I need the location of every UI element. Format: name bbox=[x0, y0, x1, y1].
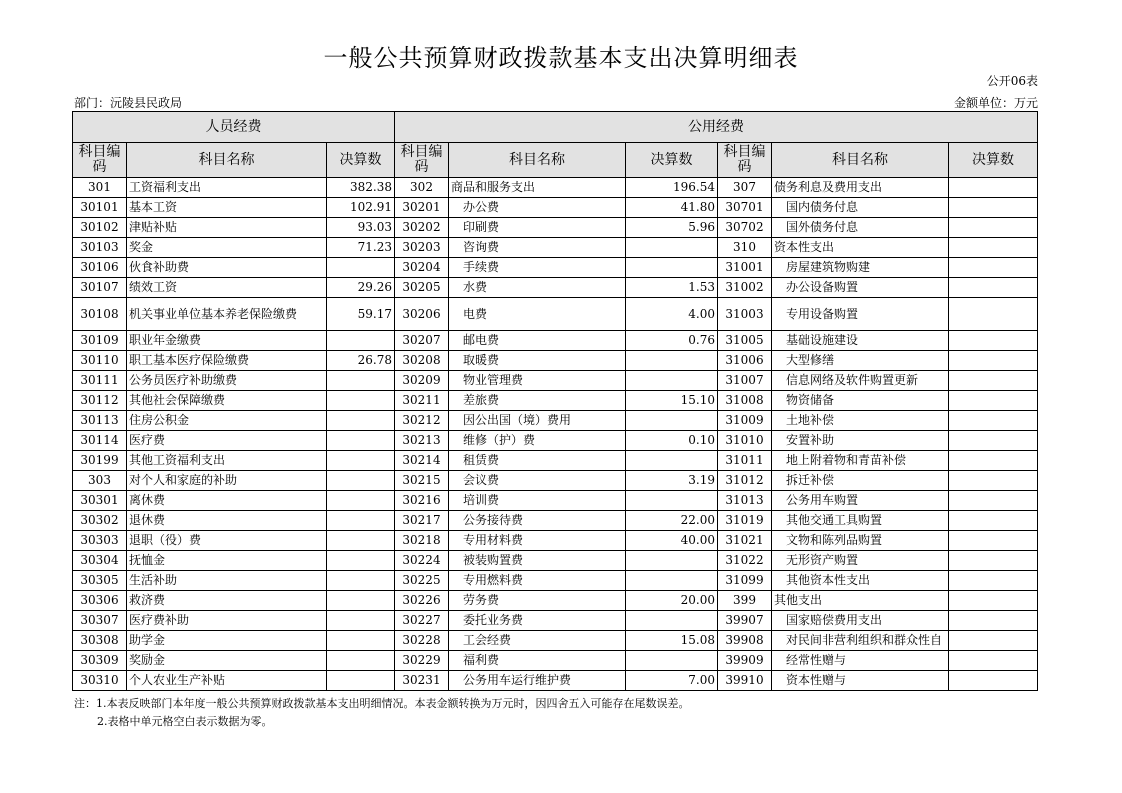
group-header-public: 公用经费 bbox=[395, 112, 1038, 143]
row-amount bbox=[626, 238, 718, 258]
row-code: 30204 bbox=[395, 258, 449, 278]
row-code: 30701 bbox=[718, 198, 772, 218]
row-code: 30102 bbox=[73, 218, 127, 238]
row-amount bbox=[327, 631, 395, 651]
row-amount bbox=[626, 451, 718, 471]
row-code: 30106 bbox=[73, 258, 127, 278]
row-name: 专用燃料费 bbox=[449, 571, 626, 591]
row-code: 30108 bbox=[73, 298, 127, 331]
row-code: 30302 bbox=[73, 511, 127, 531]
row-code: 31001 bbox=[718, 258, 772, 278]
row-name: 无形资产购置 bbox=[772, 551, 949, 571]
row-name: 公务用车购置 bbox=[772, 491, 949, 511]
row-name: 拆迁补偿 bbox=[772, 471, 949, 491]
table-row bbox=[73, 391, 1038, 411]
department-label: 部门：沅陵县民政局 bbox=[74, 96, 183, 110]
table-row bbox=[73, 471, 1038, 491]
row-amount: 3.19 bbox=[626, 471, 718, 491]
row-code: 30305 bbox=[73, 571, 127, 591]
row-name: 公务接待费 bbox=[449, 511, 626, 531]
row-amount: 0.76 bbox=[626, 331, 718, 351]
row-name: 国内债务付息 bbox=[772, 198, 949, 218]
row-code: 310 bbox=[718, 238, 772, 258]
col-header-amount: 决算数 bbox=[327, 143, 395, 178]
row-amount bbox=[327, 471, 395, 491]
row-name: 资本性赠与 bbox=[772, 671, 949, 691]
row-amount bbox=[949, 351, 1038, 371]
col-header-code: 科目编码 bbox=[73, 143, 127, 178]
row-name: 信息网络及软件购置更新 bbox=[772, 371, 949, 391]
note-2: 2.表格中单元格空白表示数据为零。 bbox=[97, 715, 273, 728]
row-amount bbox=[327, 431, 395, 451]
row-name: 救济费 bbox=[127, 591, 327, 611]
row-name: 津贴补贴 bbox=[127, 218, 327, 238]
table-row bbox=[73, 298, 1038, 331]
row-name: 取暖费 bbox=[449, 351, 626, 371]
row-name: 公务用车运行维护费 bbox=[449, 671, 626, 691]
row-name: 文物和陈列品购置 bbox=[772, 531, 949, 551]
group-header-personnel: 人员经费 bbox=[73, 112, 395, 143]
row-name: 基本工资 bbox=[127, 198, 327, 218]
row-amount bbox=[949, 258, 1038, 278]
expenditure-table bbox=[72, 111, 1038, 691]
row-amount bbox=[626, 551, 718, 571]
row-code: 30114 bbox=[73, 431, 127, 451]
row-name: 福利费 bbox=[449, 651, 626, 671]
table-row bbox=[73, 591, 1038, 611]
row-amount: 93.03 bbox=[327, 218, 395, 238]
row-code: 30310 bbox=[73, 671, 127, 691]
notes bbox=[74, 695, 690, 731]
row-amount bbox=[327, 611, 395, 631]
row-name: 住房公积金 bbox=[127, 411, 327, 431]
row-code: 31010 bbox=[718, 431, 772, 451]
row-code: 30110 bbox=[73, 351, 127, 371]
table-row bbox=[73, 351, 1038, 371]
row-name: 助学金 bbox=[127, 631, 327, 651]
table-row bbox=[73, 331, 1038, 351]
row-name: 培训费 bbox=[449, 491, 626, 511]
row-amount bbox=[327, 671, 395, 691]
table-code: 公开06表 bbox=[986, 74, 1038, 88]
table-row bbox=[73, 431, 1038, 451]
row-amount bbox=[626, 491, 718, 511]
row-name: 因公出国（境）费用 bbox=[449, 411, 626, 431]
row-code: 30218 bbox=[395, 531, 449, 551]
row-amount bbox=[626, 258, 718, 278]
row-name: 地上附着物和青苗补偿 bbox=[772, 451, 949, 471]
row-amount bbox=[949, 371, 1038, 391]
row-name: 手续费 bbox=[449, 258, 626, 278]
table-row bbox=[73, 611, 1038, 631]
row-code: 301 bbox=[73, 178, 127, 198]
unit-label: 金额单位：万元 bbox=[953, 96, 1038, 110]
col-header-amount: 决算数 bbox=[949, 143, 1038, 178]
row-name: 委托业务费 bbox=[449, 611, 626, 631]
row-name: 物业管理费 bbox=[449, 371, 626, 391]
row-code: 30202 bbox=[395, 218, 449, 238]
row-code: 31002 bbox=[718, 278, 772, 298]
row-amount bbox=[327, 651, 395, 671]
row-amount bbox=[327, 551, 395, 571]
row-name: 印刷费 bbox=[449, 218, 626, 238]
row-code: 30301 bbox=[73, 491, 127, 511]
row-amount bbox=[949, 551, 1038, 571]
table-row bbox=[73, 258, 1038, 278]
row-amount: 15.08 bbox=[626, 631, 718, 651]
row-code: 30203 bbox=[395, 238, 449, 258]
row-amount bbox=[949, 431, 1038, 451]
row-code: 30224 bbox=[395, 551, 449, 571]
table-row bbox=[73, 198, 1038, 218]
row-amount: 1.53 bbox=[626, 278, 718, 298]
row-amount bbox=[626, 651, 718, 671]
row-amount: 40.00 bbox=[626, 531, 718, 551]
row-name: 生活补助 bbox=[127, 571, 327, 591]
row-name: 水费 bbox=[449, 278, 626, 298]
row-amount bbox=[949, 178, 1038, 198]
row-code: 30228 bbox=[395, 631, 449, 651]
row-name: 差旅费 bbox=[449, 391, 626, 411]
row-code: 30214 bbox=[395, 451, 449, 471]
row-name: 工会经费 bbox=[449, 631, 626, 651]
row-name: 其他工资福利支出 bbox=[127, 451, 327, 471]
row-amount bbox=[327, 451, 395, 471]
table-row bbox=[73, 411, 1038, 431]
row-amount bbox=[626, 411, 718, 431]
row-code: 31011 bbox=[718, 451, 772, 471]
row-amount bbox=[626, 371, 718, 391]
table-row bbox=[73, 571, 1038, 591]
row-amount: 0.10 bbox=[626, 431, 718, 451]
row-amount bbox=[949, 651, 1038, 671]
row-code: 31006 bbox=[718, 351, 772, 371]
row-amount: 71.23 bbox=[327, 238, 395, 258]
row-amount bbox=[949, 298, 1038, 331]
row-code: 30303 bbox=[73, 531, 127, 551]
row-code: 30229 bbox=[395, 651, 449, 671]
row-name: 奖励金 bbox=[127, 651, 327, 671]
row-amount bbox=[327, 391, 395, 411]
row-code: 30231 bbox=[395, 671, 449, 691]
row-amount: 5.96 bbox=[626, 218, 718, 238]
row-code: 30211 bbox=[395, 391, 449, 411]
note-1: 注：1.本表反映部门本年度一般公共预算财政拨款基本支出明细情况。本表金额转换为万元时，因四舍五入可能存在尾数误差。 bbox=[74, 697, 690, 710]
row-name: 经常性赠与 bbox=[772, 651, 949, 671]
row-amount bbox=[949, 238, 1038, 258]
row-name: 劳务费 bbox=[449, 591, 626, 611]
row-name: 其他社会保障缴费 bbox=[127, 391, 327, 411]
row-code: 30309 bbox=[73, 651, 127, 671]
row-name: 大型修缮 bbox=[772, 351, 949, 371]
row-amount bbox=[949, 671, 1038, 691]
row-amount bbox=[327, 531, 395, 551]
row-name: 办公设备购置 bbox=[772, 278, 949, 298]
row-amount: 20.00 bbox=[626, 591, 718, 611]
row-code: 31003 bbox=[718, 298, 772, 331]
row-amount bbox=[949, 631, 1038, 651]
row-name: 专用设备购置 bbox=[772, 298, 949, 331]
row-name: 会议费 bbox=[449, 471, 626, 491]
row-name: 职工基本医疗保险缴费 bbox=[127, 351, 327, 371]
table-row bbox=[73, 218, 1038, 238]
row-name: 租赁费 bbox=[449, 451, 626, 471]
row-name: 绩效工资 bbox=[127, 278, 327, 298]
row-amount: 4.00 bbox=[626, 298, 718, 331]
table-row bbox=[73, 631, 1038, 651]
row-amount bbox=[949, 218, 1038, 238]
row-amount bbox=[327, 258, 395, 278]
row-amount bbox=[327, 571, 395, 591]
row-name: 国外债务付息 bbox=[772, 218, 949, 238]
row-amount: 15.10 bbox=[626, 391, 718, 411]
row-code: 307 bbox=[718, 178, 772, 198]
row-name: 安置补助 bbox=[772, 431, 949, 451]
row-name: 医疗费 bbox=[127, 431, 327, 451]
row-amount bbox=[949, 531, 1038, 551]
row-name: 机关事业单位基本养老保险缴费 bbox=[127, 298, 327, 331]
row-name: 办公费 bbox=[449, 198, 626, 218]
row-amount bbox=[626, 611, 718, 631]
row-amount: 22.00 bbox=[626, 511, 718, 531]
row-code: 39909 bbox=[718, 651, 772, 671]
row-code: 30201 bbox=[395, 198, 449, 218]
row-amount: 196.54 bbox=[626, 178, 718, 198]
row-name: 基础设施建设 bbox=[772, 331, 949, 351]
table-row bbox=[73, 371, 1038, 391]
row-code: 31099 bbox=[718, 571, 772, 591]
row-code: 31008 bbox=[718, 391, 772, 411]
row-code: 31019 bbox=[718, 511, 772, 531]
row-amount bbox=[949, 611, 1038, 631]
row-code: 31022 bbox=[718, 551, 772, 571]
row-code: 30101 bbox=[73, 198, 127, 218]
row-amount bbox=[949, 491, 1038, 511]
col-header-name: 科目名称 bbox=[772, 143, 949, 178]
row-code: 31012 bbox=[718, 471, 772, 491]
row-code: 30216 bbox=[395, 491, 449, 511]
row-name: 个人农业生产补贴 bbox=[127, 671, 327, 691]
row-name: 退休费 bbox=[127, 511, 327, 531]
row-amount bbox=[327, 591, 395, 611]
row-amount bbox=[949, 391, 1038, 411]
row-name: 咨询费 bbox=[449, 238, 626, 258]
row-code: 30113 bbox=[73, 411, 127, 431]
table-row bbox=[73, 178, 1038, 198]
row-code: 30304 bbox=[73, 551, 127, 571]
table-row bbox=[73, 531, 1038, 551]
row-amount bbox=[949, 278, 1038, 298]
row-code: 30213 bbox=[395, 431, 449, 451]
row-code: 303 bbox=[73, 471, 127, 491]
row-code: 30209 bbox=[395, 371, 449, 391]
row-name: 抚恤金 bbox=[127, 551, 327, 571]
row-amount: 102.91 bbox=[327, 198, 395, 218]
row-amount bbox=[626, 351, 718, 371]
row-name: 土地补偿 bbox=[772, 411, 949, 431]
row-amount: 382.38 bbox=[327, 178, 395, 198]
row-amount bbox=[949, 471, 1038, 491]
table-row bbox=[73, 651, 1038, 671]
row-name: 专用材料费 bbox=[449, 531, 626, 551]
row-name: 其他交通工具购置 bbox=[772, 511, 949, 531]
col-header-amount: 决算数 bbox=[626, 143, 718, 178]
row-code: 39907 bbox=[718, 611, 772, 631]
row-name: 退职（役）费 bbox=[127, 531, 327, 551]
row-name: 其他支出 bbox=[772, 591, 949, 611]
row-name: 对民间非营利组织和群众性自 bbox=[772, 631, 949, 651]
row-amount bbox=[949, 198, 1038, 218]
row-code: 30103 bbox=[73, 238, 127, 258]
row-code: 30226 bbox=[395, 591, 449, 611]
page-title: 一般公共预算财政拨款基本支出决算明细表 bbox=[323, 44, 799, 72]
row-code: 30207 bbox=[395, 331, 449, 351]
col-header-code: 科目编码 bbox=[395, 143, 449, 178]
row-code: 31005 bbox=[718, 331, 772, 351]
table-row bbox=[73, 551, 1038, 571]
row-code: 30307 bbox=[73, 611, 127, 631]
row-name: 对个人和家庭的补助 bbox=[127, 471, 327, 491]
table-row bbox=[73, 238, 1038, 258]
row-amount bbox=[327, 411, 395, 431]
row-code: 30109 bbox=[73, 331, 127, 351]
row-amount bbox=[327, 331, 395, 351]
row-code: 302 bbox=[395, 178, 449, 198]
row-name: 工资福利支出 bbox=[127, 178, 327, 198]
row-amount: 59.17 bbox=[327, 298, 395, 331]
row-code: 30208 bbox=[395, 351, 449, 371]
row-name: 商品和服务支出 bbox=[449, 178, 626, 198]
row-amount bbox=[949, 411, 1038, 431]
row-code: 30227 bbox=[395, 611, 449, 631]
row-name: 离休费 bbox=[127, 491, 327, 511]
row-name: 房屋建筑物购建 bbox=[772, 258, 949, 278]
row-code: 30212 bbox=[395, 411, 449, 431]
row-amount bbox=[949, 591, 1038, 611]
row-code: 30308 bbox=[73, 631, 127, 651]
table-row bbox=[73, 491, 1038, 511]
row-code: 30702 bbox=[718, 218, 772, 238]
row-name: 维修（护）费 bbox=[449, 431, 626, 451]
table-row bbox=[73, 671, 1038, 691]
row-code: 31009 bbox=[718, 411, 772, 431]
col-header-code: 科目编码 bbox=[718, 143, 772, 178]
row-code: 39910 bbox=[718, 671, 772, 691]
row-amount bbox=[327, 371, 395, 391]
row-name: 债务利息及费用支出 bbox=[772, 178, 949, 198]
row-amount: 26.78 bbox=[327, 351, 395, 371]
row-code: 30225 bbox=[395, 571, 449, 591]
row-name: 资本性支出 bbox=[772, 238, 949, 258]
row-name: 被装购置费 bbox=[449, 551, 626, 571]
row-amount bbox=[626, 571, 718, 591]
row-code: 399 bbox=[718, 591, 772, 611]
row-code: 30112 bbox=[73, 391, 127, 411]
row-amount bbox=[949, 331, 1038, 351]
row-amount bbox=[949, 571, 1038, 591]
row-name: 职业年金缴费 bbox=[127, 331, 327, 351]
row-name: 其他资本性支出 bbox=[772, 571, 949, 591]
row-amount: 7.00 bbox=[626, 671, 718, 691]
row-amount: 29.26 bbox=[327, 278, 395, 298]
row-name: 医疗费补助 bbox=[127, 611, 327, 631]
row-code: 39908 bbox=[718, 631, 772, 651]
table-row bbox=[73, 451, 1038, 471]
row-code: 30217 bbox=[395, 511, 449, 531]
row-name: 物资储备 bbox=[772, 391, 949, 411]
row-name: 国家赔偿费用支出 bbox=[772, 611, 949, 631]
row-code: 30206 bbox=[395, 298, 449, 331]
row-amount bbox=[949, 511, 1038, 531]
row-code: 30199 bbox=[73, 451, 127, 471]
row-code: 30111 bbox=[73, 371, 127, 391]
row-code: 30107 bbox=[73, 278, 127, 298]
row-code: 31007 bbox=[718, 371, 772, 391]
table-row bbox=[73, 511, 1038, 531]
row-name: 奖金 bbox=[127, 238, 327, 258]
row-code: 31013 bbox=[718, 491, 772, 511]
row-amount bbox=[949, 451, 1038, 471]
table-row bbox=[73, 278, 1038, 298]
row-name: 伙食补助费 bbox=[127, 258, 327, 278]
row-code: 30205 bbox=[395, 278, 449, 298]
row-amount: 41.80 bbox=[626, 198, 718, 218]
col-header-name: 科目名称 bbox=[127, 143, 327, 178]
row-code: 30306 bbox=[73, 591, 127, 611]
row-name: 电费 bbox=[449, 298, 626, 331]
row-name: 公务员医疗补助缴费 bbox=[127, 371, 327, 391]
row-code: 31021 bbox=[718, 531, 772, 551]
col-header-name: 科目名称 bbox=[449, 143, 626, 178]
row-amount bbox=[327, 511, 395, 531]
row-amount bbox=[327, 491, 395, 511]
row-name: 邮电费 bbox=[449, 331, 626, 351]
row-code: 30215 bbox=[395, 471, 449, 491]
